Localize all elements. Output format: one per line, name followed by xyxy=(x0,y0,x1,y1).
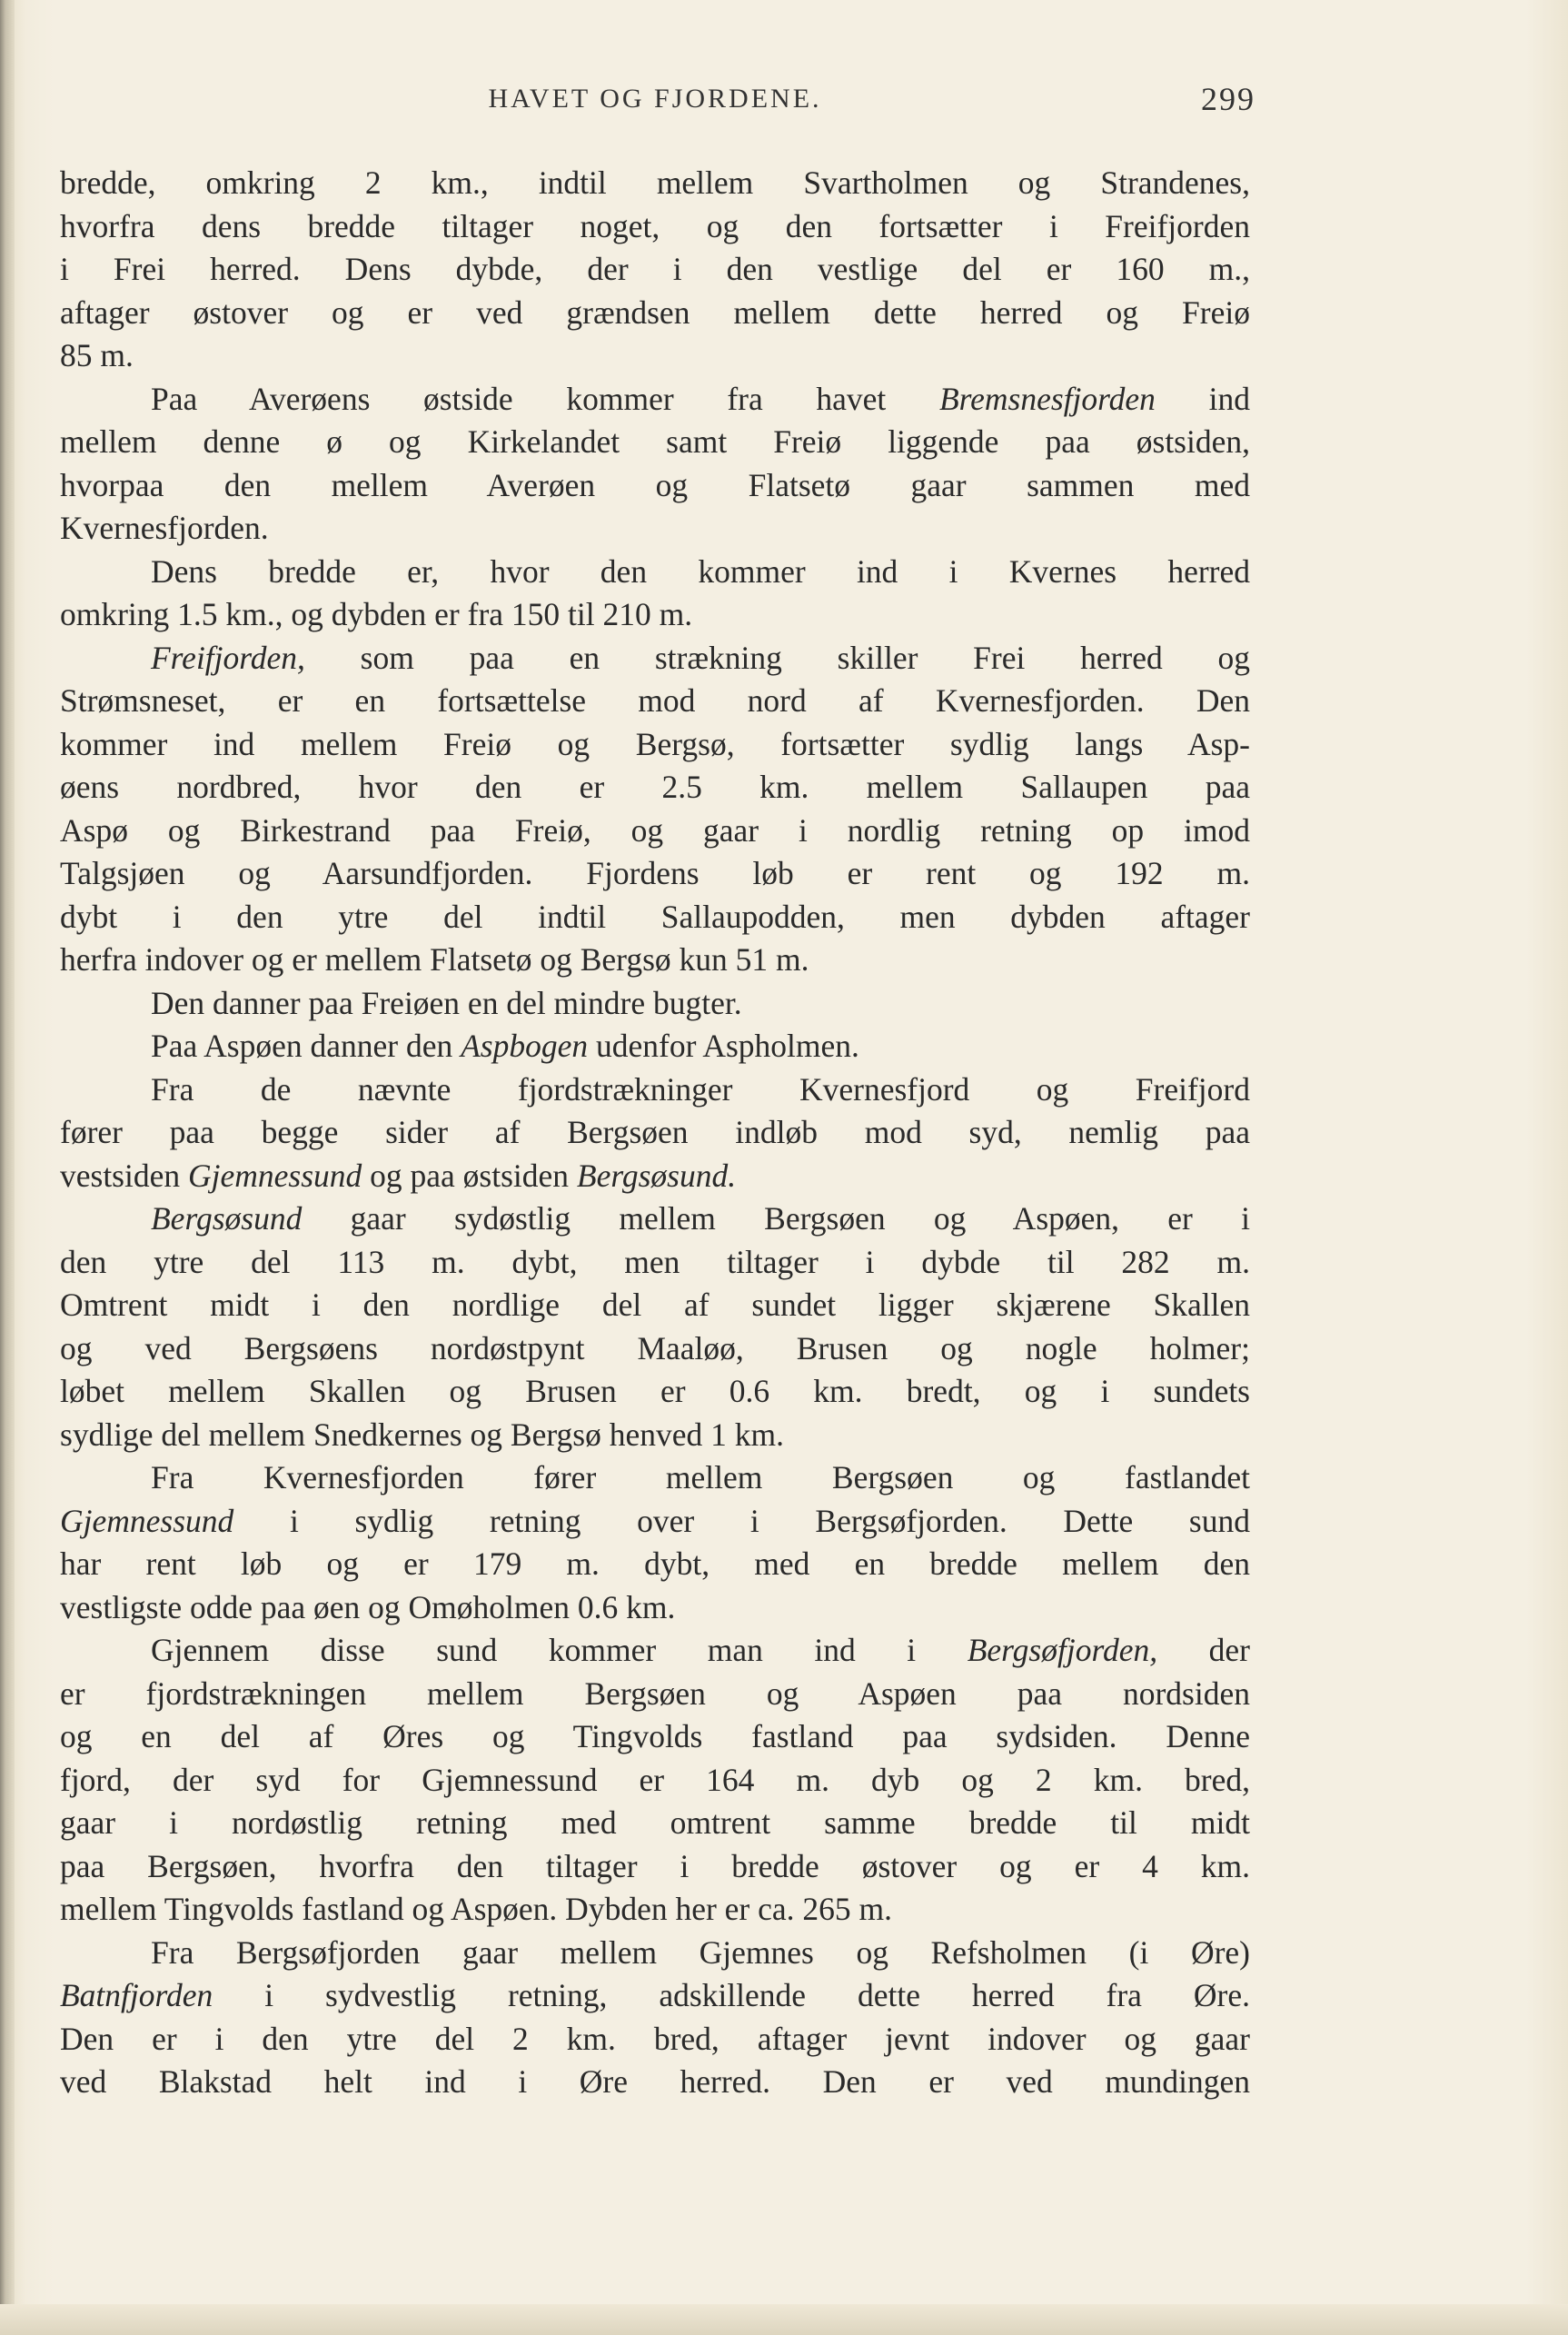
text-run: og paa østsiden xyxy=(362,1157,577,1194)
text-run: Paa Aspøen danner den xyxy=(151,1028,461,1064)
text-line xyxy=(60,292,1250,335)
text-line xyxy=(60,852,1250,896)
text-line xyxy=(60,1241,1250,1285)
text-run: mellem denne ø og Kirkelandet samt Freiø liggende paa østsiden, xyxy=(60,423,1250,460)
text-line xyxy=(60,1370,1250,1414)
text-run: 85 m. xyxy=(60,337,134,373)
body-text xyxy=(60,162,1250,2104)
text-run: løbet mellem Skallen og Brusen er 0.6 km. bredt, og i sundets xyxy=(60,1373,1250,1409)
text-run: gaar i nordøstlig retning med omtrent samme bredde til midt xyxy=(60,1804,1250,1841)
text-line xyxy=(60,1845,1250,1889)
text-run: Den er i den ytre del 2 km. bred, aftager jevnt indover og gaar xyxy=(60,2020,1250,2057)
text-run: vestligste odde paa øen og Omøholmen 0.6 km. xyxy=(60,1588,676,1625)
text-line xyxy=(60,1932,1250,1975)
text-run: og ved Bergsøens nordøstpynt Maaløø, Brusen og nogle holmer; xyxy=(60,1329,1250,1366)
text-line xyxy=(60,1715,1250,1759)
text-line xyxy=(60,680,1250,723)
text-line xyxy=(60,1543,1250,1586)
text-run: dybt i den ytre del indtil Sallaupodden, men dybden aftager xyxy=(60,898,1250,935)
text-run: Fra Kvernesfjorden fører mellem Bergsøen og fastlandet xyxy=(151,1459,1250,1495)
italic-term: Aspbogen xyxy=(461,1028,589,1064)
text-run: ved Blakstad helt ind i Øre herred. Den er ved mundingen xyxy=(60,2063,1250,2100)
text-run: mellem Tingvolds fastland og Aspøen. Dybden her er ca. 265 m. xyxy=(60,1891,892,1927)
page-bottom-edge xyxy=(0,2304,1568,2335)
text-run: Fra de nævnte fjordstrækninger Kvernesfjord og Freifjord xyxy=(151,1070,1250,1108)
italic-term: Freifjorden, xyxy=(151,639,305,676)
text-line xyxy=(60,939,1250,982)
text-line xyxy=(60,1068,1250,1112)
text-line xyxy=(60,507,1250,551)
text-run: Strømsneset, er en fortsættelse mod nord af Kvernesfjorden. Den xyxy=(60,682,1250,719)
text-line xyxy=(60,1456,1250,1500)
text-line xyxy=(60,1155,1250,1198)
text-run: sydlige del mellem Snedkernes og Bergsø henved 1 km. xyxy=(60,1416,784,1453)
text-run: som paa en strækning skiller Frei herred og xyxy=(304,639,1250,676)
text-line xyxy=(60,1888,1250,1932)
text-run: og en del af Øres og Tingvolds fastland paa sydsiden. Denne xyxy=(60,1718,1250,1754)
text-line xyxy=(60,1414,1250,1457)
text-line xyxy=(60,551,1250,594)
text-run: den ytre del 113 m. dybt, men tiltager i dybde til 282 m. xyxy=(60,1243,1250,1280)
italic-term: Bergsøsund. xyxy=(576,1157,737,1194)
text-run: bredde, omkring 2 km., indtil mellem Svartholmen og Strandenes, xyxy=(60,164,1250,201)
text-run: paa Bergsøen, hvorfra den tiltager i bredde østover og er 4 km. xyxy=(60,1847,1250,1884)
text-line xyxy=(60,896,1250,939)
text-line xyxy=(60,248,1250,292)
text-line xyxy=(60,205,1250,249)
text-line xyxy=(60,1327,1250,1371)
italic-term: Bergsøsund xyxy=(151,1200,303,1237)
italic-term: Gjemnessund xyxy=(188,1157,362,1194)
text-run: vestsiden xyxy=(60,1157,188,1194)
text-run: aftager østover og er ved grændsen mellem dette herred og Freiø xyxy=(60,293,1250,331)
text-line xyxy=(60,162,1250,205)
text-run: er fjordstrækningen mellem Bergsøen og Aspøen paa nordsiden xyxy=(60,1674,1250,1712)
text-run: i Frei herred. Dens dybde, der i den vestlige del er 160 m., xyxy=(60,251,1250,287)
text-run: der xyxy=(1157,1632,1250,1668)
text-run: Den danner paa Freiøen en del mindre bugter. xyxy=(151,984,742,1021)
page-binding-edge xyxy=(0,0,15,2335)
text-run: Kvernesfjorden. xyxy=(60,510,269,546)
text-run: Fra Bergsøfjorden gaar mellem Gjemnes og Refsholmen (i Øre) xyxy=(151,1933,1250,1971)
text-run: fjord, der syd for Gjemnessund er 164 m. dyb og 2 km. bred, xyxy=(60,1761,1250,1798)
text-line xyxy=(60,593,1250,637)
text-line xyxy=(60,723,1250,767)
text-line xyxy=(60,1197,1250,1241)
text-line xyxy=(60,1284,1250,1327)
text-run: ind xyxy=(1155,380,1250,417)
text-run: kommer ind mellem Freiø og Bergsø, fortsætter sydlig langs Asp- xyxy=(60,725,1250,762)
text-run: Paa Averøens østside kommer fra havet xyxy=(151,380,939,417)
page-header xyxy=(60,81,1255,124)
text-line xyxy=(60,378,1250,422)
text-line xyxy=(60,1629,1250,1673)
text-run: øens nordbred, hvor den er 2.5 km. mellem Sallaupen paa xyxy=(60,769,1250,805)
text-line xyxy=(60,982,1250,1026)
text-run: hvorfra dens bredde tiltager noget, og den fortsætter i Freifjorden xyxy=(60,207,1250,244)
text-run: omkring 1.5 km., og dybden er fra 150 til 210 m. xyxy=(60,596,693,632)
text-run: i sydlig retning over i Bergsøfjorden. Dette sund xyxy=(233,1502,1250,1539)
italic-term: Bergsøfjorden, xyxy=(967,1632,1158,1668)
text-line xyxy=(60,2018,1250,2062)
text-run: gaar sydøstlig mellem Bergsøen og Aspøen, er i xyxy=(302,1200,1250,1237)
text-run: udenfor Aspholmen. xyxy=(588,1028,859,1064)
text-line xyxy=(60,1759,1250,1803)
text-run: Aspø og Birkestrand paa Freiø, og gaar i nordlig retning op imod xyxy=(60,811,1250,849)
text-line xyxy=(60,637,1250,681)
text-run: Dens bredde er, hvor den kommer ind i Kvernes herred xyxy=(151,552,1250,590)
running-title: HAVET OG FJORDENE. xyxy=(488,84,822,114)
text-line xyxy=(60,810,1250,853)
text-line xyxy=(60,766,1250,810)
text-line xyxy=(60,1586,1250,1630)
text-line xyxy=(60,1500,1250,1544)
text-run: Talgsjøen og Aarsundfjorden. Fjordens løb er rent og 192 m. xyxy=(60,855,1250,891)
text-run: Gjennem disse sund kommer man ind i xyxy=(151,1632,968,1668)
page-number: 299 xyxy=(1201,81,1255,117)
text-run: i sydvestlig retning, adskillende dette herred fra Øre. xyxy=(213,1977,1250,2013)
text-line xyxy=(60,464,1250,508)
italic-term: Bremsnesfjorden xyxy=(938,380,1156,417)
text-line xyxy=(60,1025,1250,1068)
text-run: Omtrent midt i den nordlige del af sundet ligger skjærene Skallen xyxy=(60,1287,1250,1323)
italic-term: Gjemnessund xyxy=(60,1502,234,1539)
text-run: fører paa begge sider af Bergsøen indløb mod syd, nemlig paa xyxy=(60,1114,1250,1150)
text-line xyxy=(60,1111,1250,1155)
text-run: har rent løb og er 179 m. dybt, med en bredde mellem den xyxy=(60,1545,1250,1582)
text-run: hvorpaa den mellem Averøen og Flatsetø gaar sammen med xyxy=(60,466,1250,503)
italic-term: Batnfjorden xyxy=(60,1977,213,2013)
text-line xyxy=(60,1974,1250,2018)
text-line xyxy=(60,421,1250,464)
text-line xyxy=(60,2061,1250,2104)
text-run: herfra indover og er mellem Flatsetø og Bergsø kun 51 m. xyxy=(60,941,809,978)
text-line xyxy=(60,334,1250,378)
text-line xyxy=(60,1802,1250,1845)
text-line xyxy=(60,1673,1250,1716)
